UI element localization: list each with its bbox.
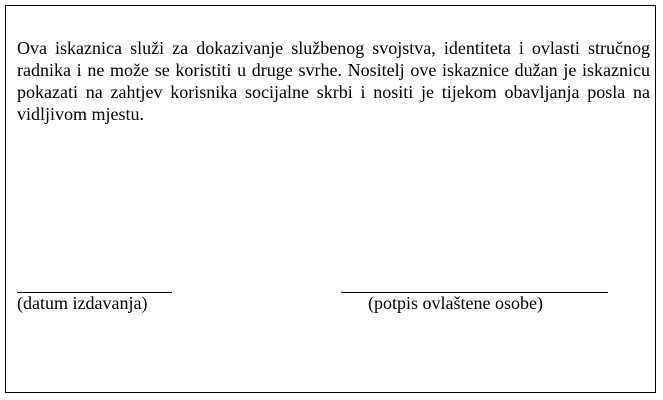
card-statement: Ova iskaznica služi za dokazivanje službenog svojstva, identiteta i ovlasti stručnog radnika i ne može se koristiti u druge svrhe. Nositelj ove iskaznice dužan je iskaznicu pokazati na zahtjev korisnika socijalne skrbi i nositi je tijekom obavljanja posla na vidljivom mjestu. bbox=[17, 38, 650, 124]
issue-date-caption: (datum izdavanja) bbox=[17, 293, 148, 313]
id-card-back bbox=[5, 5, 656, 393]
signature-caption: (potpis ovlaštene osobe) bbox=[368, 293, 543, 313]
